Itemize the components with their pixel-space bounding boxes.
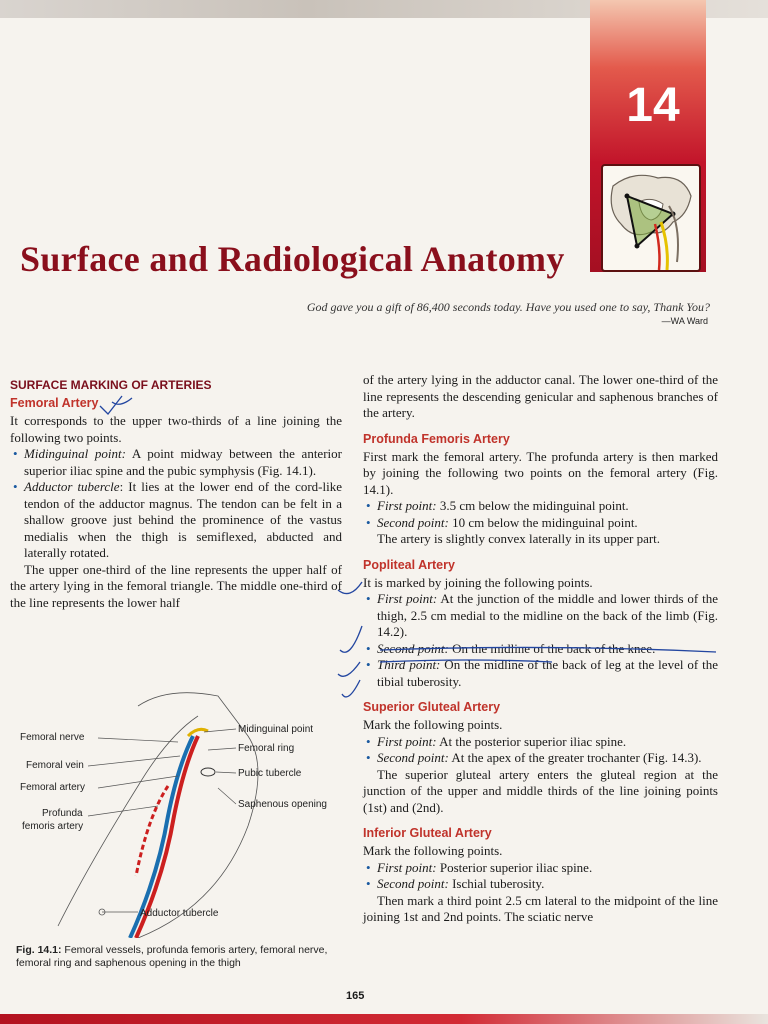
- list-item: [377, 515, 718, 532]
- list-item: [377, 860, 718, 877]
- list-item: [377, 876, 718, 893]
- point-text: At the posterior superior iliac spine.: [436, 733, 627, 749]
- fig-label-saphenous-opening: Saphenous opening: [238, 799, 327, 810]
- superior-gluteal-heading: Superior Gluteal Artery: [363, 700, 501, 714]
- superior-gluteal-points: [363, 734, 718, 767]
- femoral-intro: It corresponds to the upper two-thirds of a line joining the following two points.: [10, 413, 342, 445]
- popliteal-intro: It is marked by joining the following points.: [363, 574, 593, 590]
- point-term: Second point:: [377, 640, 449, 656]
- fig-label-pubic-tubercle: Pubic tubercle: [238, 768, 302, 779]
- superior-gluteal-intro: Mark the following points.: [363, 717, 503, 732]
- figure-14-1: [18, 676, 348, 938]
- fig-label-profunda: Profunda: [42, 808, 83, 819]
- page-bottom-band: [0, 1014, 768, 1024]
- list-item: [377, 591, 718, 641]
- point-text: On the midline of the back of leg at the level of the tibial tuberosity.: [377, 657, 718, 689]
- profunda-after: The artery is slightly convex laterally in its upper part.: [377, 531, 661, 546]
- popliteal-heading: Popliteal Artery: [363, 557, 455, 572]
- list-item: [24, 479, 342, 562]
- point-term: Third point:: [377, 657, 441, 672]
- point-term: Second point:: [377, 514, 449, 530]
- list-item: [377, 734, 718, 751]
- point-text: 3.5 cm below the midinguinal point.: [436, 498, 629, 513]
- popliteal-points: [363, 591, 718, 690]
- point-term: First point:: [377, 498, 437, 513]
- inferior-gluteal-after: Then mark a third point 2.5 cm lateral to the midpoint of the line joining 1st and 2nd points. The sciatic nerve: [363, 892, 718, 924]
- point-text: At the junction of the middle and lower thirds of the thigh, 2.5 cm medial to the midline on the back of the limb (Fig. 14.2).: [377, 591, 718, 639]
- chapter-quote: God gave you a gift of 86,400 seconds today. Have you used one to say, Thank You?: [306, 300, 710, 314]
- profunda-points: [363, 498, 718, 531]
- section-heading: SURFACE MARKING OF ARTERIES: [10, 378, 212, 392]
- fig-label-femoris-artery: femoris artery: [22, 821, 84, 832]
- profunda-heading: Profunda Femoris Artery: [363, 431, 510, 446]
- superior-gluteal-after: The superior gluteal artery enters the gluteal region at the junction of the upper and middle thirds of the line joining points (1st) and (2nd).: [363, 766, 718, 815]
- quote-author: —WA Ward: [661, 316, 708, 326]
- point-text: 10 cm below the midinguinal point.: [448, 514, 638, 530]
- pen-underline: [380, 646, 720, 666]
- femoral-points: [10, 446, 342, 562]
- list-item: [377, 750, 718, 767]
- inferior-gluteal-intro: Mark the following points.: [363, 843, 503, 858]
- point-term: First point:: [377, 859, 437, 875]
- fig-label-femoral-artery: Femoral artery: [20, 782, 86, 793]
- profunda-intro: First mark the femoral artery. The profunda artery is then marked by joining the following two points on the femoral artery (Fig. 14.1).: [363, 448, 718, 497]
- caption-number: Fig. 14.1:: [16, 944, 62, 956]
- fig-label-adductor-tubercle: Adductor tubercle: [140, 908, 219, 919]
- list-item: [377, 498, 718, 515]
- point-text: At the apex of the greater trochanter (Fig. 14.3).: [448, 750, 702, 765]
- point-text: : It lies at the lower end of the cord-like tendon of the adductor magnus. The tendon can be felt in a shallow groove just behind the prominence of the vastus medialis when the thigh is semiflexed, abducted and laterally rotated.: [24, 479, 342, 560]
- figure-caption: [16, 944, 348, 970]
- fig-label-femoral-nerve: Femoral nerve: [20, 732, 85, 743]
- pen-annotation-marks: [336, 570, 376, 720]
- point-text: Ischial tuberosity.: [448, 876, 545, 891]
- point-text: A point midway between the anterior superior iliac spine and the pubic symphysis (Fig. 14.1).: [24, 446, 342, 478]
- caption-text: Femoral vessels, profunda femoris artery, femoral nerve, femoral ring and saphenous opening in the thigh: [16, 944, 328, 969]
- chapter-number: 14: [626, 79, 680, 132]
- list-item: [24, 446, 342, 479]
- point-term: Second point:: [377, 750, 449, 765]
- femoral-artery-heading: Femoral Artery: [10, 396, 99, 410]
- pelvis-thumbnail-icon: [601, 164, 701, 272]
- point-term: Adductor tubercle: [24, 479, 120, 494]
- fig-label-femoral-ring: Femoral ring: [238, 743, 295, 754]
- left-column: [10, 374, 342, 611]
- fig-label-femoral-vein: Femoral vein: [26, 760, 84, 771]
- point-term: First point:: [377, 733, 437, 749]
- point-text: Posterior superior iliac spine.: [436, 859, 593, 875]
- femoral-paragraph: The upper one-third of the line represents the upper half of the artery lying in the femoral triangle. The middle one-third of the line represents the lower half: [10, 561, 342, 610]
- point-term: Second point:: [377, 876, 449, 891]
- point-term: Midinguinal point:: [24, 446, 126, 461]
- femoral-continuation: of the artery lying in the adductor canal. The lower one-third of the line represents the descending genicular and saphenous branches of the artery.: [363, 372, 718, 420]
- point-text: On the midline of the back of the knee.: [448, 640, 656, 656]
- point-term: First point:: [377, 591, 438, 606]
- inferior-gluteal-heading: Inferior Gluteal Artery: [363, 826, 492, 840]
- page-number: 165: [346, 990, 365, 1002]
- fig-label-midinguinal-point: Midinguinal point: [238, 724, 314, 735]
- inferior-gluteal-points: [363, 860, 718, 893]
- chapter-title: Surface and Radiological Anatomy: [20, 239, 565, 279]
- pen-tick-mark: [98, 392, 138, 416]
